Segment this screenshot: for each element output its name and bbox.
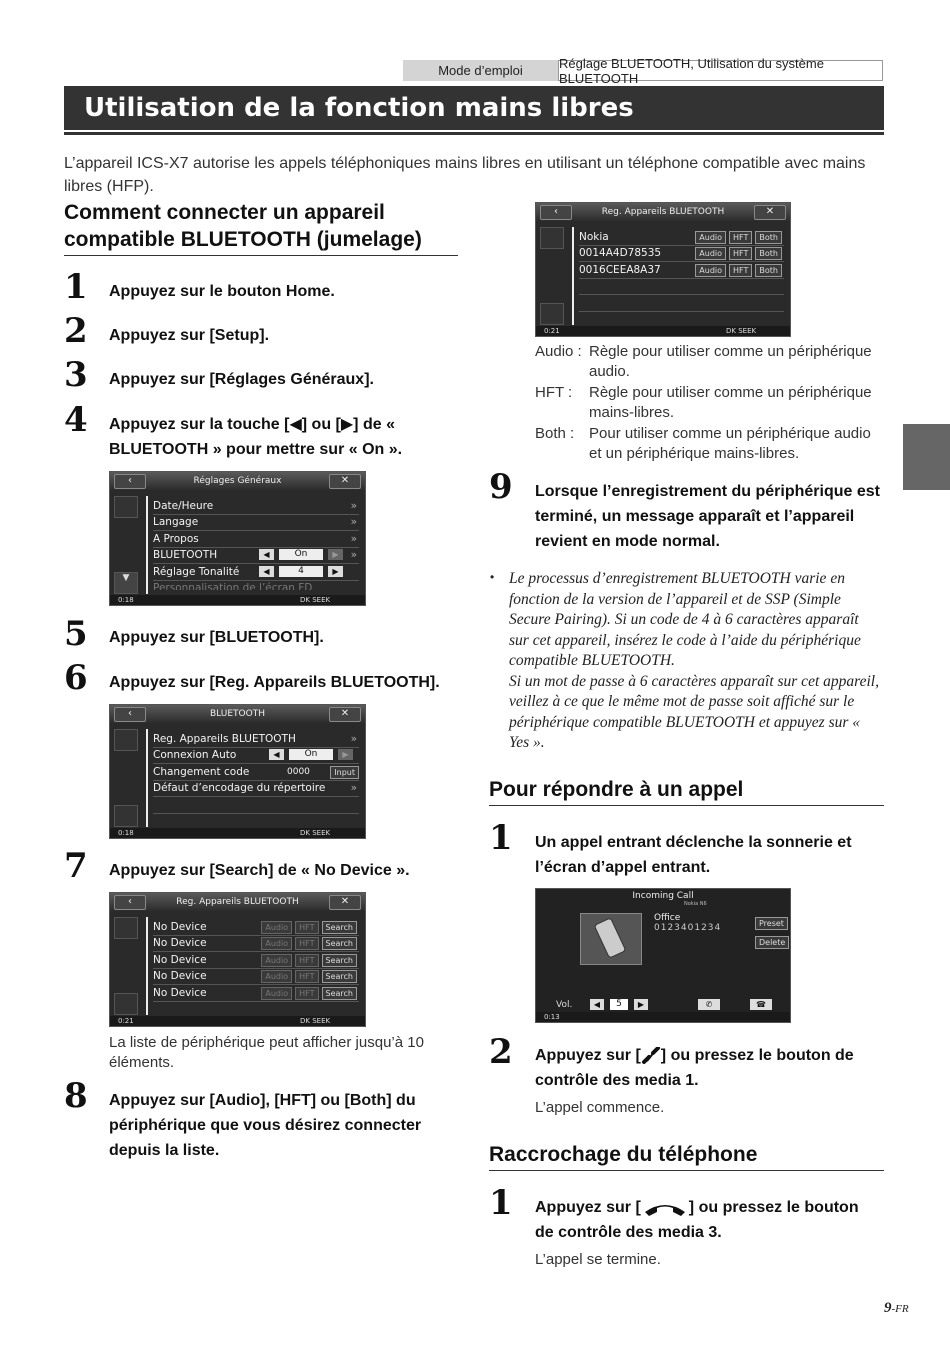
page-number: 9-FR [884,1300,909,1316]
list-indicator [146,917,148,1015]
volume-down-icon[interactable]: ◀ [590,999,604,1010]
step2-note: L’appel commence. [535,1099,665,1116]
list-item[interactable]: Reg. Appareils BLUETOOTH » [153,731,359,748]
call-device: Nokia N6 [684,901,707,907]
preset-button[interactable]: Preset [755,917,788,930]
step-number: 6 [64,658,88,698]
step-number: 1 [489,1183,513,1223]
def-desc: Pour utiliser comme un périphérique audio et un périphérique mains-libres. [589,425,871,462]
step-number: 2 [64,311,88,351]
screen-title: Reg. Appareils BLUETOOTH [601,207,725,217]
step-text: Appuyez sur [Réglages Généraux]. [109,371,374,388]
scroll-down-icon[interactable] [540,303,564,325]
section3-rule [489,1170,884,1171]
search-button[interactable]: Search [322,921,357,934]
status-bar: 0:21 DK SEEK [536,326,790,336]
both-button[interactable]: Both [755,247,782,260]
status-bar: 0:13 [536,1012,790,1022]
volume-label: Vol. [556,1000,573,1010]
audio-button[interactable]: Audio [695,264,726,277]
audio-button[interactable]: Audio [695,231,726,244]
screen-title: Reg. Appareils BLUETOOTH [176,897,299,907]
step-text: Lorsque l’enregistrement du périphérique est terminé, un message apparaît et l’appareil revient en mode normal. [535,483,880,550]
answer-call-icon [641,1047,661,1065]
list-item[interactable]: Défaut d’encodage du répertoire » [153,780,359,797]
status-bar: 0:18 DK SEEK [110,595,365,605]
answer-icon[interactable]: ✆ [698,999,720,1010]
list-item[interactable]: Personnalisation de l’écran FD [153,582,313,590]
both-button[interactable]: Both [755,231,782,244]
list-item [153,797,359,814]
audio-button[interactable]: Audio [695,247,726,260]
close-icon[interactable]: ✕ [329,895,361,910]
list-item[interactable]: No Device Audio HFT Search [153,935,359,952]
breadcrumb [403,55,883,86]
scroll-down-icon[interactable]: ▼ [114,572,138,594]
caller-number: 0123401234 [654,923,722,933]
section2-rule [489,805,884,806]
list-indicator [572,227,574,325]
scroll-down-icon[interactable] [114,805,138,827]
list-indicator [146,496,148,594]
def-desc: Règle pour utiliser comme un périphérique mains-libres. [589,384,872,421]
code-value: 0000 [287,767,310,777]
input-button[interactable]: Input [330,766,359,779]
back-icon[interactable]: ‹ [114,707,146,722]
section-label: Réglage BLUETOOTH, Utilisation du système BLUETOOTH [558,60,883,81]
step-number: 2 [489,1032,513,1072]
list-item[interactable]: Langage » [153,514,359,531]
list-item[interactable]: No Device Audio HFT Search [153,952,359,969]
list-item[interactable]: Connexion Auto ◀ On ▶ [153,747,359,764]
status-bar: 0:21 DK SEEK [110,1016,365,1026]
scroll-up-icon[interactable] [114,496,138,518]
search-button[interactable]: Search [322,937,357,950]
screen-general-settings [109,471,366,606]
side-tab [903,424,950,490]
screen-incoming-call [535,888,791,1023]
section3-heading: Raccrochage du téléphone [489,1143,758,1166]
step-text: Appuyez sur [ ] ou pressez le bouton de contrôle des media 1. [535,1047,854,1089]
caller-name: Office [654,913,681,923]
page-title: Utilisation de la fonction mains libres [64,86,884,130]
bluetooth-value: On [279,549,323,560]
step-number: 1 [489,818,513,858]
call-title: Incoming Call [632,891,694,901]
def-term: Audio : [535,343,582,360]
volume-up-icon[interactable]: ▶ [634,999,648,1010]
list-indicator [146,729,148,827]
hft-button[interactable]: HFT [729,264,752,277]
step-number: 4 [64,400,88,440]
search-button[interactable]: Search [322,987,357,1000]
step-number: 3 [64,355,88,395]
list-item [579,278,784,295]
scroll-up-icon[interactable] [114,729,138,751]
step-text: Appuyez sur [ ] ou pressez le bouton de contrôle des media 3. [535,1199,859,1241]
step-text: Appuyez sur [Setup]. [109,327,270,344]
delete-button[interactable]: Delete [755,936,789,949]
hft-button[interactable]: HFT [729,231,752,244]
screen-title: Réglages Généraux [193,476,282,486]
step-number: 1 [64,267,88,307]
phone-icon [580,913,642,965]
tone-value: 4 [279,566,323,577]
list-item[interactable]: 0016CEEA8A37 Audio HFT Both [579,262,784,279]
status-bar: 0:18 DK SEEK [110,828,365,838]
manual-label: Mode d’emploi [403,60,558,81]
title-rule [64,132,884,135]
list-item [579,295,784,312]
both-button[interactable]: Both [755,264,782,277]
list-item[interactable]: Réglage Tonalité ◀ 4 ▶ [153,564,359,581]
list-item[interactable]: Nokia Audio HFT Both [579,229,784,246]
back-icon[interactable]: ‹ [540,205,572,220]
list-item[interactable]: Date/Heure » [153,498,359,515]
back-icon[interactable]: ‹ [114,895,146,910]
def-term: HFT : [535,384,573,401]
intro-text: L’appareil ICS-X7 autorise les appels téléphoniques mains libres en utilisant un téléphone compatible avec mains libres (HFP). [64,155,866,195]
close-icon[interactable]: ✕ [329,474,361,489]
section2-heading: Pour répondre à un appel [489,778,744,801]
scroll-up-icon[interactable] [540,227,564,249]
auto-connect-value: On [289,749,333,760]
step-note: L’appel se termine. [535,1251,661,1268]
bullet-icon: • [490,570,495,584]
list-item[interactable]: A Propos » [153,531,359,548]
step-text: Appuyez sur le bouton Home. [109,283,335,300]
list-item[interactable]: No Device Audio HFT Search [153,919,359,936]
step7-note: La liste de périphérique peut afficher jusqu’à 10 éléments. [109,1034,424,1071]
scroll-up-icon[interactable] [114,917,138,939]
screen-title: BLUETOOTH [210,709,265,719]
step-number: 5 [64,614,88,654]
hft-button[interactable]: HFT [729,247,752,260]
back-icon[interactable]: ‹ [114,474,146,489]
step-text: Appuyez sur [BLUETOOTH]. [109,629,324,646]
close-icon[interactable]: ✕ [754,205,786,220]
list-item[interactable]: Changement code 0000 Input [153,764,359,781]
screen-device-list [535,202,791,337]
def-term: Both : [535,425,575,442]
hangup-call-icon [641,1198,689,1218]
list-item[interactable]: No Device Audio HFT Search [153,968,359,985]
step-text: Appuyez sur la touche [◀] ou [▶] de « BLUETOOTH » pour mettre sur « On ». [109,416,403,458]
list-item[interactable]: BLUETOOTH ◀ On ▶ » [153,547,359,564]
search-button[interactable]: Search [322,970,357,983]
search-button[interactable]: Search [322,954,357,967]
def-desc: Règle pour utiliser comme un périphérique audio. [589,343,872,380]
screen-search-devices [109,892,366,1027]
step-text: Appuyez sur [Reg. Appareils BLUETOOTH]. [109,674,440,691]
step-number: 8 [64,1076,88,1116]
step-text: Appuyez sur [Audio], [HFT] ou [Both] du périphérique que vous désirez connecter depuis la liste. [109,1092,422,1159]
scroll-down-icon[interactable] [114,993,138,1015]
bullet-note: Le processus d’enregistrement BLUETOOTH varie en fonction de la version de l’appareil et de SSP (Simple Secure Pairing). Si un code de 4 à 6 caractères apparaît sur cet appareil, insérez le code à l’aide du périphérique compatible BLUETOOTH. Si un mot de passe à 6 caractères apparaît sur cet appareil, veillez à ce que le même mot de passe soit affiché sur le périphérique compatible BLUETOOTH et appuyez sur « Yes ». [509,570,879,751]
hangup-icon[interactable]: ☎ [750,999,772,1010]
volume-value: 5 [610,999,628,1010]
step-number: 7 [64,846,88,886]
screen-bluetooth [109,704,366,839]
step-text: Appuyez sur [Search] de « No Device ». [109,862,410,879]
close-icon[interactable]: ✕ [329,707,361,722]
section1-rule [64,255,458,256]
list-item[interactable]: 0014A4D78535 Audio HFT Both [579,245,784,262]
step-number: 9 [489,467,513,507]
step-text: Un appel entrant déclenche la sonnerie et l’écran d’appel entrant. [535,834,852,876]
section1-heading: Comment connecter un appareil compatible BLUETOOTH (jumelage) [64,201,422,251]
list-item[interactable]: No Device Audio HFT Search [153,985,359,1002]
